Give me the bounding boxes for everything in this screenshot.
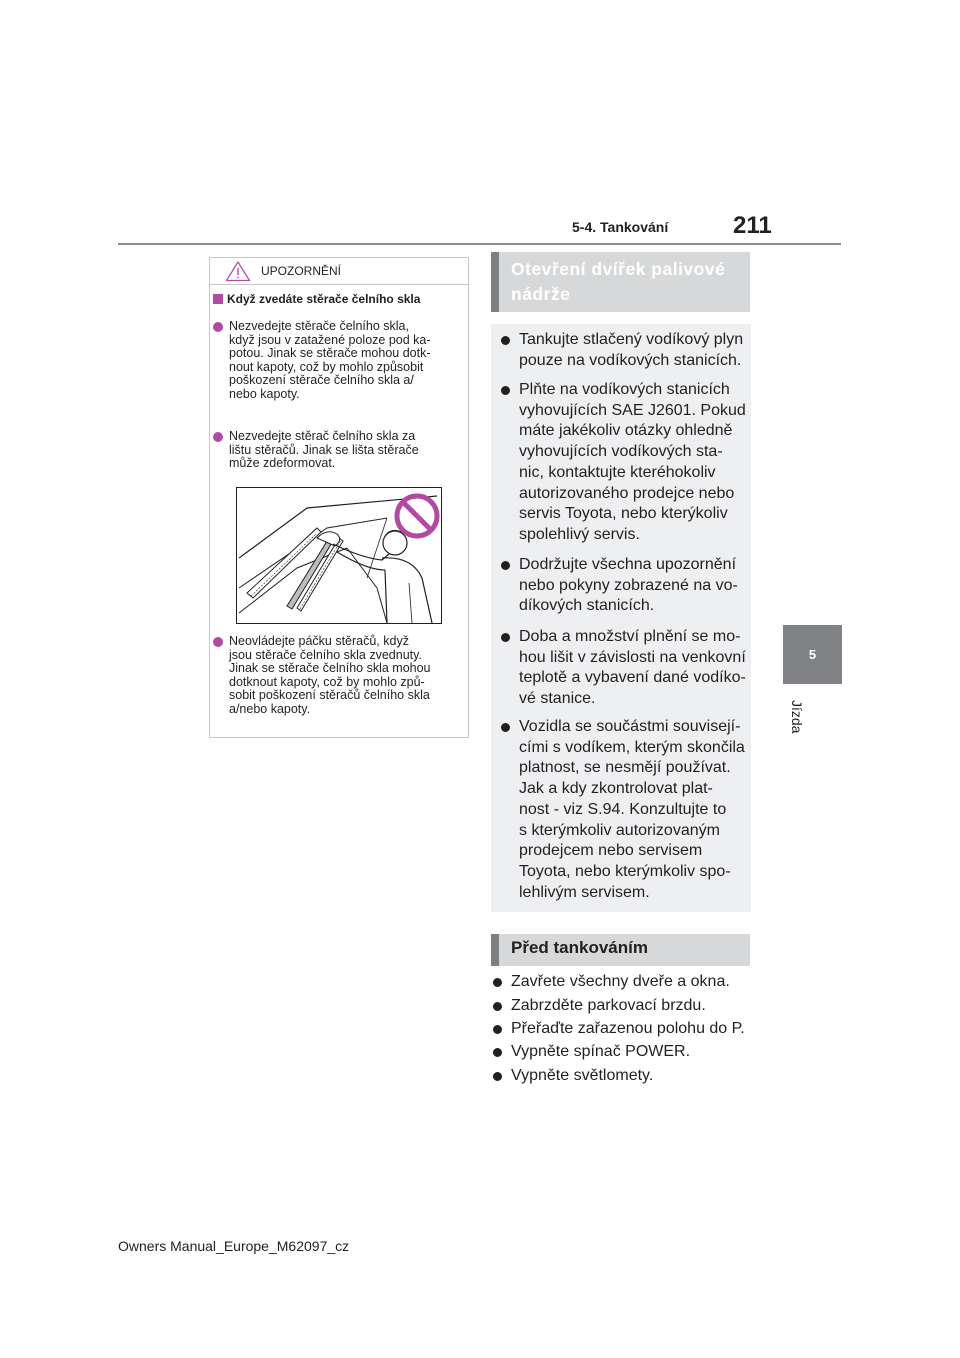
bullet-icon xyxy=(501,723,510,732)
bullet-icon xyxy=(493,1072,502,1081)
circle-bullet-icon xyxy=(213,637,223,647)
warning-subheading: Když zvedáte stěrače čelního skla xyxy=(213,292,420,306)
circle-bullet-icon xyxy=(213,322,223,332)
bullet-icon xyxy=(501,561,510,570)
section-heading-fuel-door: Otevření dvířek palivové nádrže xyxy=(491,252,750,312)
bullet-icon xyxy=(493,978,502,987)
bullet-icon xyxy=(501,633,510,642)
bullet-icon xyxy=(493,1048,502,1057)
section-title: 5-4. Tankování xyxy=(572,219,669,235)
chapter-number: 5 xyxy=(808,647,817,662)
circle-bullet-icon xyxy=(213,432,223,442)
header-rule xyxy=(118,243,841,245)
footer-manual-id: Owners Manual_Europe_M62097_cz xyxy=(118,1238,350,1254)
square-bullet-icon xyxy=(213,294,223,304)
bullet-icon xyxy=(493,1025,502,1034)
bullet-icon xyxy=(501,386,510,395)
page-number: 211 xyxy=(733,212,772,239)
warning-triangle-icon xyxy=(225,260,251,282)
section-heading-before-refueling: Před tankováním xyxy=(491,934,750,966)
warning-title: UPOZORNĚNÍ xyxy=(261,264,342,278)
wiper-lifting-illustration xyxy=(236,487,442,624)
chapter-label: Jízda xyxy=(789,700,805,734)
chapter-tab xyxy=(783,625,842,684)
bullet-icon xyxy=(493,1002,502,1011)
bullet-icon xyxy=(501,336,510,345)
